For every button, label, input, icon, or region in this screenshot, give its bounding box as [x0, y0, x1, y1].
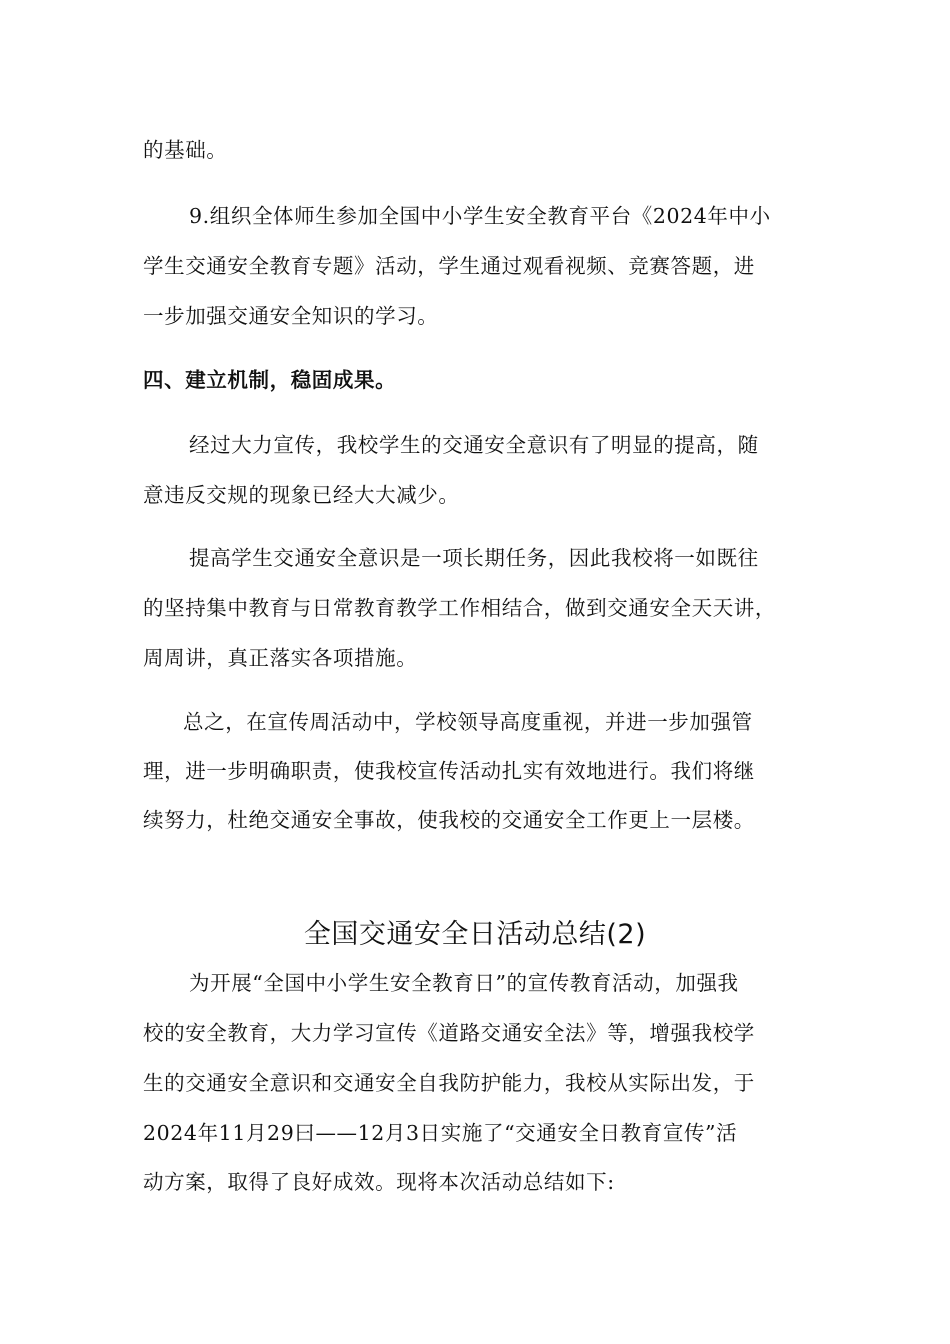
text-line: 的基础。: [143, 138, 228, 162]
text-line: 意违反交规的现象已经大大减少。: [143, 483, 460, 507]
text-line: 动方案，取得了良好成效。现将本次活动总结如下:: [143, 1170, 615, 1194]
text-line: 校的安全教育，大力学习宣传《道路交通安全法》等，增强我校学: [143, 1021, 755, 1045]
text-line: 经过大力宣传，我校学生的交通安全意识有了明显的提高，随: [189, 433, 759, 457]
text-line: 9.组织全体师生参加全国中小学生安全教育平台《2024年中小: [189, 204, 771, 228]
text-line: 学生交通安全教育专题》活动，学生通过观看视频、竞赛答题，进: [143, 254, 755, 278]
text-line: 为开展“全国中小学生安全教育日”的宣传教育活动，加强我: [189, 971, 739, 995]
text-line: 周周讲，真正落实各项措施。: [143, 646, 418, 670]
text-line: 的坚持集中教育与日常教育教学工作相结合，做到交通安全天天讲，: [143, 596, 776, 620]
section-heading: 四、建立机制，稳固成果。: [143, 368, 397, 392]
text-line: 理，进一步明确职责，使我校宣传活动扎实有效地进行。我们将继: [143, 759, 755, 783]
text-line: 生的交通安全意识和交通安全自我防护能力，我校从实际出发，于: [143, 1071, 755, 1095]
text-line: 续努力，杜绝交通安全事故，使我校的交通安全工作更上一层楼。: [143, 808, 755, 832]
text-line: 一步加强交通安全知识的学习。: [143, 304, 439, 328]
text-line: 提高学生交通安全意识是一项长期任务，因此我校将一如既往: [189, 546, 759, 570]
text-line: 2024年11月29曰——12月3日实施了“交通安全日教育宣传”活: [143, 1121, 738, 1145]
section-title: 全国交通安全日活动总结(2): [303, 919, 647, 950]
text-line: 总之，在宣传周活动中，学校领导高度重视，并进一步加强管: [183, 710, 753, 734]
